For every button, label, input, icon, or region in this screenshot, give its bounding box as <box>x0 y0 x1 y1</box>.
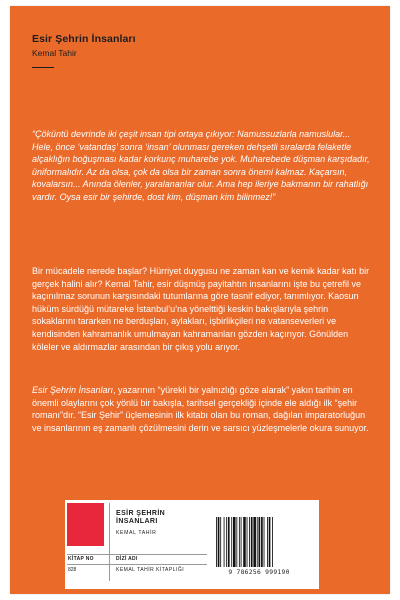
paragraph-2-book-title: Esir Şehrin İnsanları <box>32 385 114 395</box>
blurb-paragraph-2 <box>32 384 372 434</box>
book-title: Esir Şehrin İnsanları <box>32 33 136 45</box>
blurb-quote: “Çöküntü devrinde iki çeşit insan tipi ortaya çıkıyor: Namussuzlarla namuslular... Hele, önce ‘vatandaş’ sonra ‘insan’ olunması gereken dehşetli sıralarda felaketle alçaklığın boğuşması kadar korkunç muharebe yok. Muharebede düşman karşıdadır, üniformalıdır. Az da olsa, çok da olsa bir zaman sonra önemi kalmaz. Kaçarsın, kovalarsın... Anında ölenler, yaralananlar olur. Ama hep ileriye bakmanın bir rahatlığı vardır. Oysa esir bir şehirde, dost kim, düşman kim bilinmez!” <box>32 129 370 202</box>
label-accent-block <box>67 503 104 546</box>
back-cover <box>10 6 390 594</box>
book-author: Kemal Tahir <box>32 48 77 58</box>
label-title: ESİR ŞEHRİN İNSANLARI <box>116 510 166 526</box>
label-book-no-value: 828 <box>68 567 77 573</box>
label-book-no-header: KİTAP NO <box>68 556 94 562</box>
label-divider <box>67 554 207 555</box>
isbn-barcode <box>215 517 301 567</box>
isbn-number: 9 786256 999190 <box>228 569 290 576</box>
label-author: KEMAL TAHİR <box>116 530 157 536</box>
label-series-value: KEMAL TAHİR KİTAPLIĞI <box>116 567 185 573</box>
book-info-label <box>65 500 319 589</box>
label-divider-vertical <box>109 503 110 581</box>
label-series-header: DİZİ ADI <box>116 556 138 562</box>
paragraph-2-text: , yazarının “yürekli bir yalnızlığı göze alarak” yakın tarihin en önemli olaylarını çok yönlü bir bakışla, tarihsel gerçekliği içinde ele aldığı ilk “şehir romanı”dır. “Esir Şehir” üçlemesinin ilk kitabı olan bu roman, dağılan imparatorluğun ve insanlarının eş zamanlı çözülmesini derin ve sarsıcı yüzleşmelerle okura sunuyor. <box>32 385 369 433</box>
label-divider-2 <box>67 564 207 565</box>
cover-header <box>32 33 136 68</box>
blurb-paragraph-1: Bir mücadele nerede başlar? Hürriyet duygusu ne zaman kan ve kemik kadar katı bir gerçek halini alır? Kemal Tahir, esir düşmüş payitahtın insanlarını işte bu çetrefil ve kaçınılmaz sorunun karşısındaki tutumlarına göre tasnif ediyor, tanımlıyor. Kaosun hüküm sürdüğü mütareke İstanbul’u’na yönelttiği keskin bakışlarıyla şehrin sokaklarını tararken ne berduşları, aylakları, işbirlikçileri ne vatanseverleri ve kendisinden kahramanlık umulmayan kahramanları gözden kaçırıyor. Gönülden köleler ve aldırmazlar arasından bir çıkış yolu arıyor. <box>32 266 370 352</box>
header-rule <box>32 67 54 68</box>
